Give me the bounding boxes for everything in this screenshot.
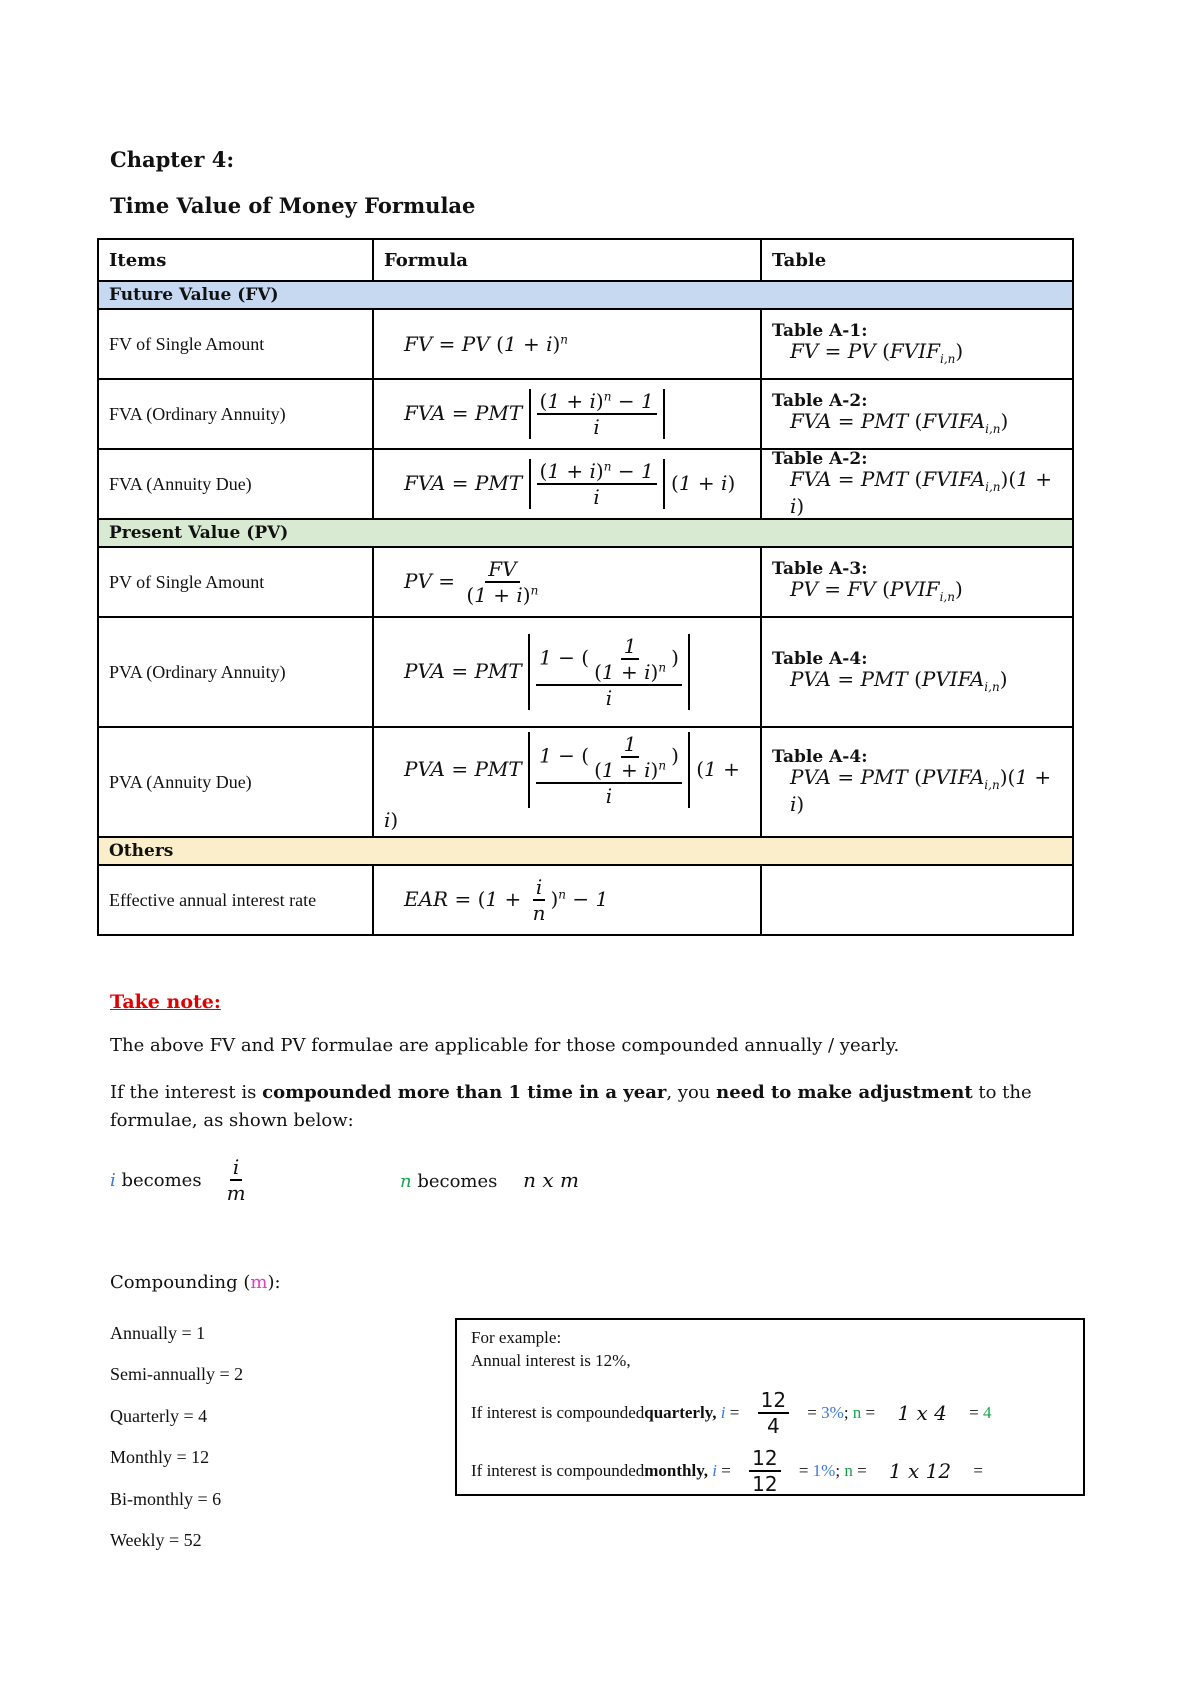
formula-pv-single: PV = $\frac{FV}{(1 + i)^n}$ [373, 547, 761, 617]
page-title: Time Value of Money Formulae [110, 193, 476, 218]
table-ref-a1: Table A-1: FV = PV $(FVIF_{i,n})$ [761, 309, 1073, 379]
list-item: Weekly = 52 [110, 1530, 202, 1551]
list-item: Quarterly = 4 [110, 1405, 208, 1426]
i-adjustment: i becomes $\frac{i}{m}$ [110, 1155, 246, 1205]
list-item: Monthly = 12 [110, 1447, 210, 1468]
section-row-fv [98, 281, 1073, 309]
row-item: FVA (Ordinary Annuity) [98, 379, 373, 449]
example-monthly: If interest is compounded monthly, i = $\frac{12}{12}$ = 1% ; n = 1 x 12 = [471, 1446, 983, 1496]
table-ref-a4-due: Table A-4: PVA = PMT $(PVIFA_{i,n})(1 + i)$ [761, 727, 1073, 837]
formula-ear: EAR = (1 + $\frac{i}{n}$ )$^n$ − 1 [373, 865, 761, 935]
list-item: Semi-annually = 2 [110, 1364, 244, 1385]
note-line-2: If the interest is compounded more than 1 time in a year, you need to make adjustment to the formulae, as shown below: [110, 1082, 1032, 1131]
table-label: Table A-4: [772, 648, 868, 669]
table-ref-a2: Table A-2: FVA = PMT $(FVIFA_{i,n})$ [761, 379, 1073, 449]
table-row [98, 449, 1073, 519]
table-label: Table A-3: [772, 558, 868, 579]
header-formula: Formula [373, 239, 761, 281]
table-ref-empty [761, 865, 1073, 935]
table-label: Table A-2: [772, 448, 868, 469]
formula-fva-due: FVA = PMT $\frac{(1 + i)^n - 1}{i}$ (1 + i) [373, 449, 761, 519]
example-box [455, 1318, 1085, 1496]
section-others: Others [98, 837, 1073, 865]
row-item: FV of Single Amount [98, 309, 373, 379]
example-line-2: Annual interest is 12%, [471, 1351, 631, 1370]
formula-pva-ordinary: PVA = PMT 1 − ( $\frac{1}{(1 + i)^n}$ ) i [373, 617, 761, 727]
note-line-1: The above FV and PV formulae are applicable for those compounded annually / yearly. [110, 1035, 900, 1056]
compounding-title: Compounding (m): [110, 1272, 281, 1293]
section-row-pv [98, 519, 1073, 547]
section-pv: Present Value (PV) [98, 519, 1073, 547]
list-item: Bi-monthly = 6 [110, 1488, 222, 1509]
example-line-1: For example: [471, 1328, 562, 1347]
row-item: FVA (Annuity Due) [98, 449, 373, 519]
compounding-list [110, 1313, 243, 1561]
row-item: Effective annual interest rate [98, 865, 373, 935]
table-row [98, 379, 1073, 449]
section-row-others [98, 837, 1073, 865]
formula-pva-due: PVA = PMT 1 − ( $\frac{1}{(1 + i)^n}$ ) i (1 + i) [373, 727, 761, 837]
row-item: PVA (Annuity Due) [98, 727, 373, 837]
table-row [98, 865, 1073, 935]
section-fv: Future Value (FV) [98, 281, 1073, 309]
table-label: Table A-4: [772, 746, 868, 767]
row-item: PV of Single Amount [98, 547, 373, 617]
tvm-formula-table [97, 238, 1074, 936]
chapter-heading: Chapter 4: [110, 147, 235, 172]
example-quarterly: If interest is compounded quarterly, i = $\frac{12}{4}$ = 3% ; n = 1 x 4 = 4 [471, 1388, 992, 1438]
row-item: PVA (Ordinary Annuity) [98, 617, 373, 727]
table-ref-a2-due: Table A-2: FVA = PMT $(FVIFA_{i,n})(1 + i)$ [761, 449, 1073, 519]
table-ref-a3: Table A-3: PV = FV $(PVIF_{i,n})$ [761, 547, 1073, 617]
table-row [98, 547, 1073, 617]
header-table: Table [761, 239, 1073, 281]
header-items: Items [98, 239, 373, 281]
formula-fva-ordinary: FVA = PMT $\frac{(1 + i)^n - 1}{i}$ [373, 379, 761, 449]
formula-fv-single: FV = PV $(1 + i)^n$ [373, 309, 761, 379]
take-note-label: Take note: [110, 991, 221, 1013]
n-adjustment: n becomes n x m [400, 1168, 579, 1192]
table-row [98, 309, 1073, 379]
table-row [98, 617, 1073, 727]
table-ref-a4: Table A-4: PVA = PMT $(PVIFA_{i,n})$ [761, 617, 1073, 727]
table-label: Table A-2: [772, 390, 868, 411]
list-item: Annually = 1 [110, 1323, 206, 1343]
table-label: Table A-1: [772, 320, 868, 341]
table-row [98, 727, 1073, 837]
table-header-row [98, 239, 1073, 281]
